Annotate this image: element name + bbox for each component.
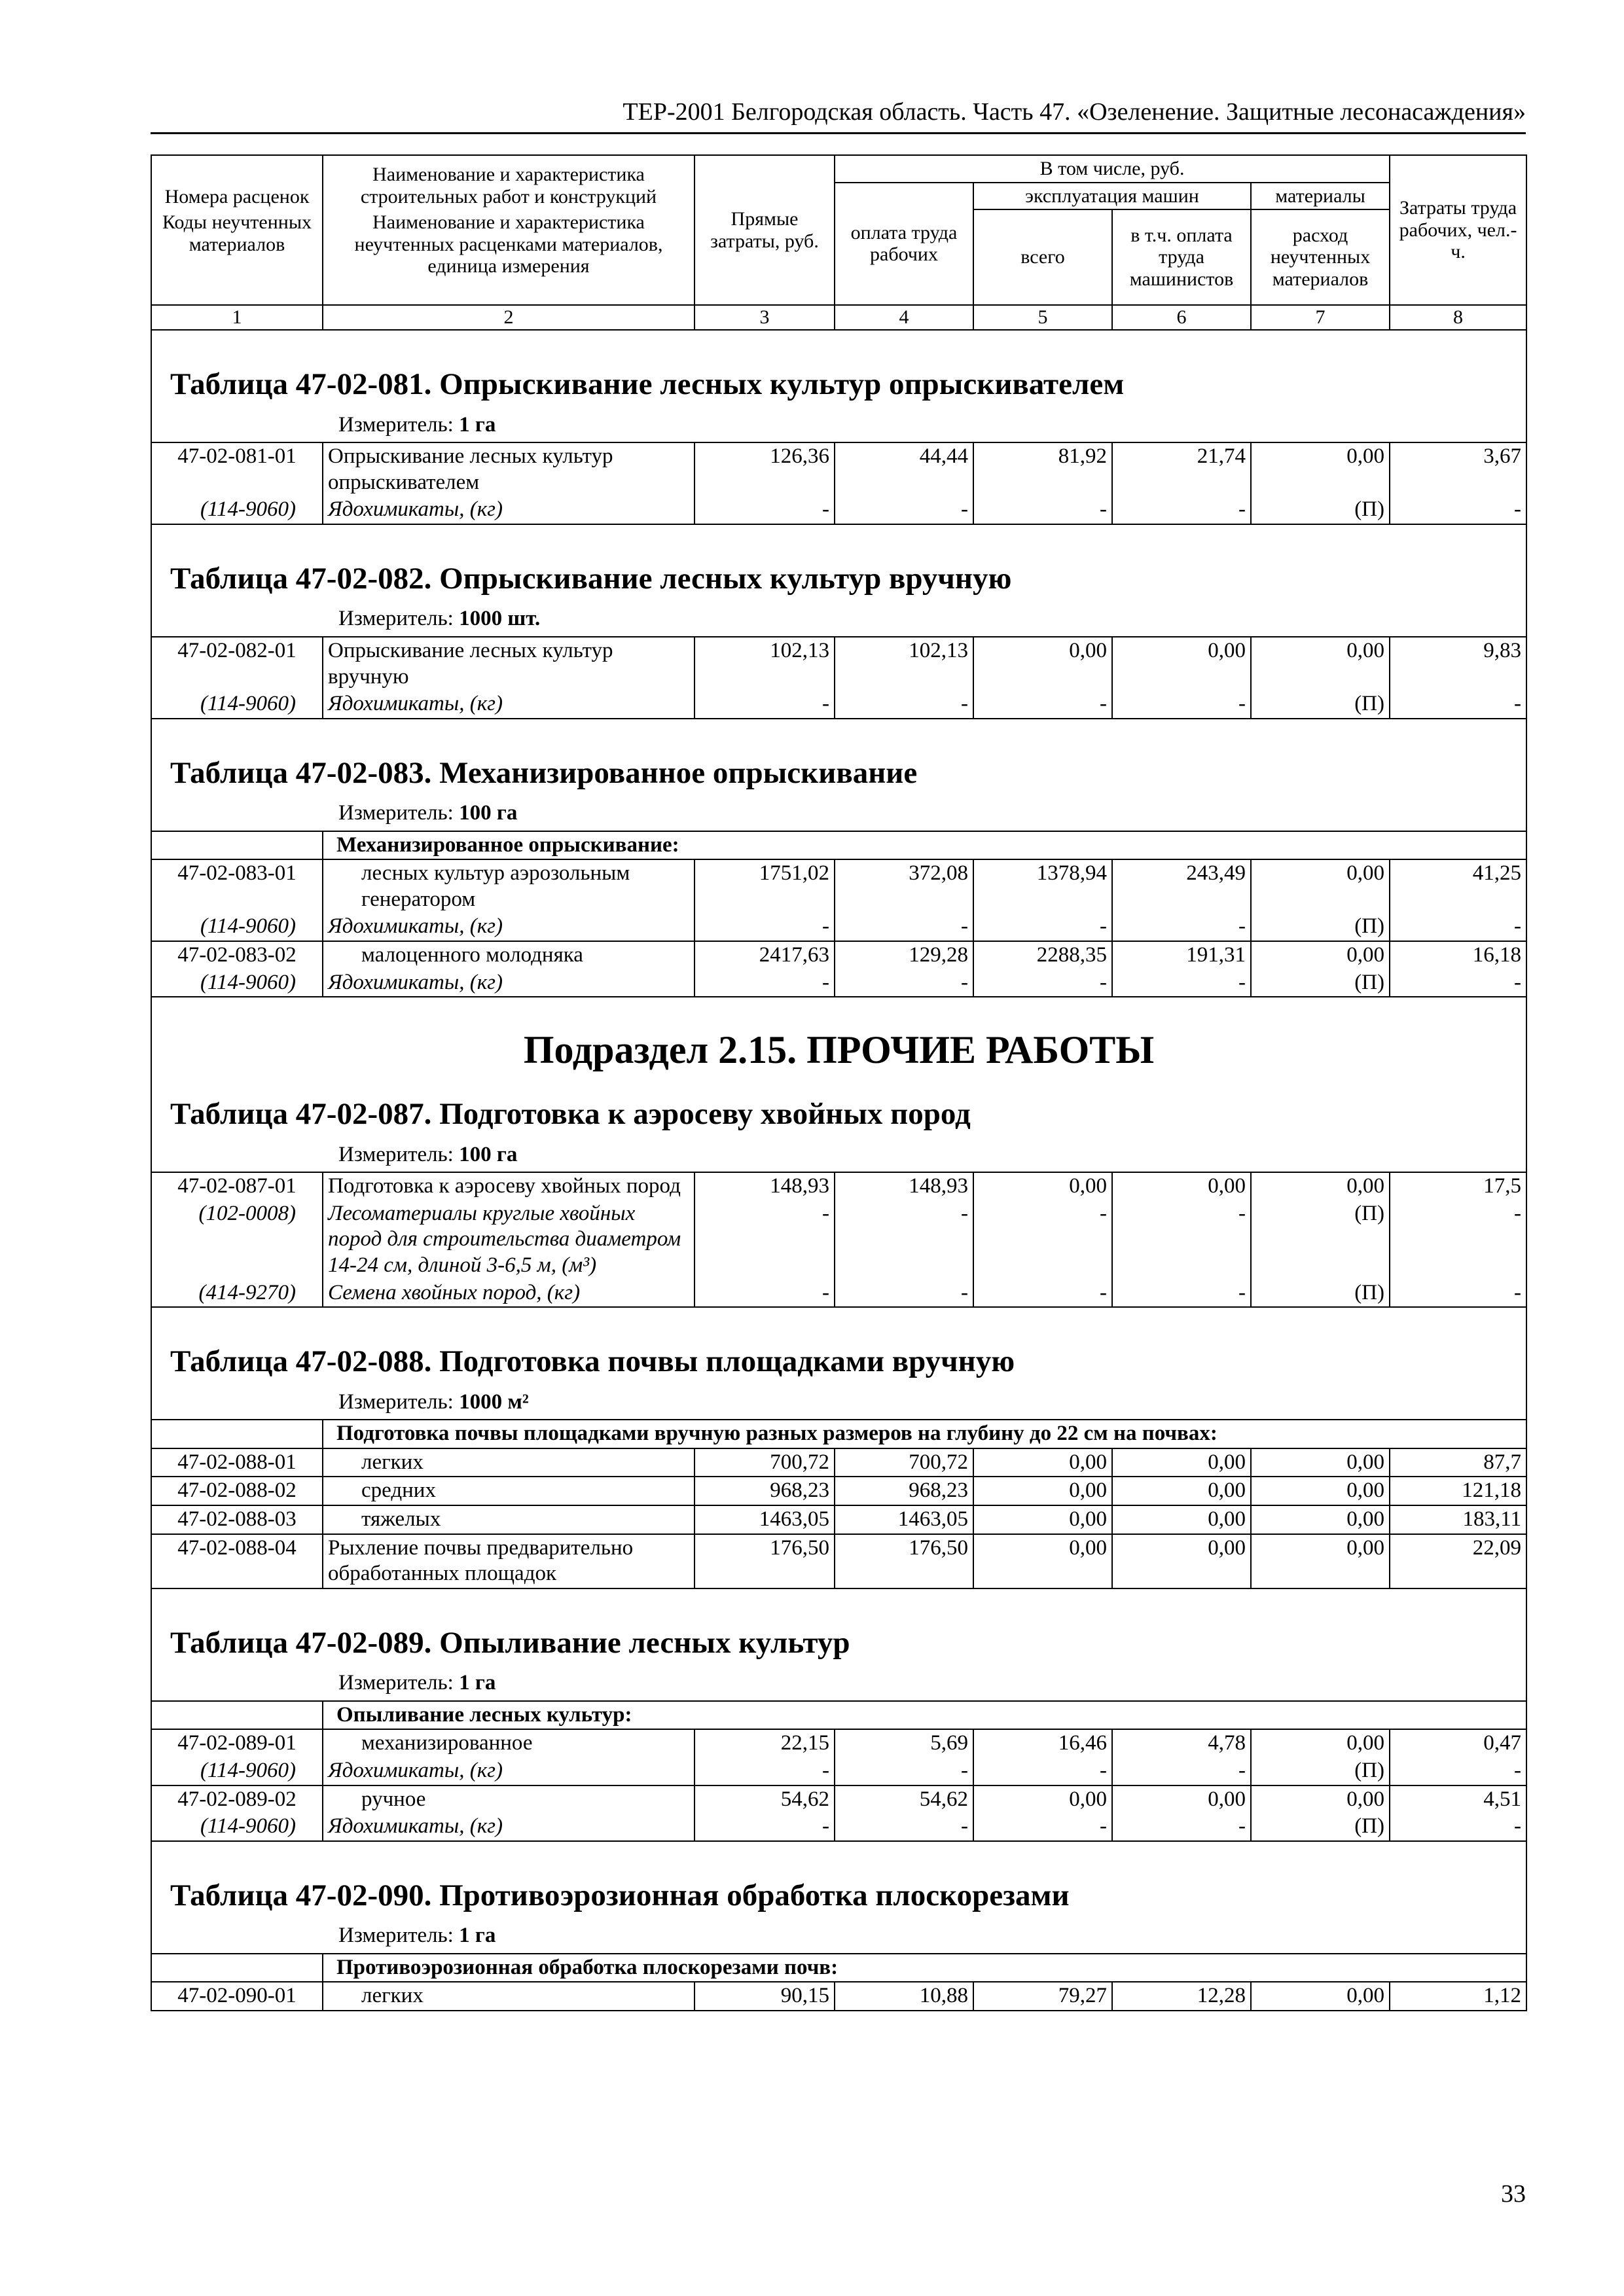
table-title: Таблица 47-02-087. Подготовка к аэросеву хвойных пород xyxy=(170,1097,971,1132)
material-labor: - xyxy=(835,1813,973,1841)
material-name: Лесоматериалы круглые хвойных пород для строительства диаметром 14-24 см, длиной 3-6,5 м, (м³) xyxy=(323,1200,695,1280)
direct-cost: 22,15 xyxy=(695,1729,835,1757)
machines-total: 0,00 xyxy=(973,1505,1112,1534)
operators-pay: 0,00 xyxy=(1112,1534,1251,1588)
materials-cost: 0,00 xyxy=(1251,1785,1390,1814)
material-hours: - xyxy=(1390,913,1526,941)
running-header: ТЕР-2001 Белгородская область. Часть 47. «Озеленение. Защитные лесонасаждения» xyxy=(151,92,1526,134)
material-direct: - xyxy=(695,913,835,941)
labor-pay: 176,50 xyxy=(835,1534,973,1588)
material-labor: - xyxy=(835,969,973,997)
labor-hours: 0,47 xyxy=(1390,1729,1526,1757)
material-row xyxy=(151,1200,1526,1280)
labor-pay: 102,13 xyxy=(835,637,973,691)
material-labor: - xyxy=(835,691,973,719)
material-code: (102-0008) xyxy=(151,1200,323,1280)
material-row xyxy=(151,691,1526,719)
table-row xyxy=(151,637,1526,691)
rate-name: Опрыскивание лесных культур опрыскивателем xyxy=(323,442,695,496)
rate-code: 47-02-089-01 xyxy=(151,1729,323,1757)
table-title: Таблица 47-02-090. Противоэрозионная обработка плоскорезами xyxy=(170,1878,1070,1912)
labor-pay: 44,44 xyxy=(835,442,973,496)
table-row xyxy=(151,1477,1526,1505)
table-meter: Измеритель: 1000 м² xyxy=(151,1390,1526,1420)
material-row xyxy=(151,496,1526,524)
column-numbers-row xyxy=(151,305,1526,330)
labor-hours: 87,7 xyxy=(1390,1448,1526,1477)
material-usage: (П) xyxy=(1251,496,1390,524)
material-hours: - xyxy=(1390,1200,1526,1280)
table-row xyxy=(151,1172,1526,1200)
material-hours: - xyxy=(1390,1813,1526,1841)
group-heading: Опыливание лесных культур: xyxy=(323,1701,1526,1730)
table-meter: Измеритель: 1000 шт. xyxy=(151,606,1526,637)
section-heading: Подраздел 2.15. ПРОЧИЕ РАБОТЫ xyxy=(523,1028,1155,1072)
rate-code: 47-02-088-03 xyxy=(151,1505,323,1534)
material-operators: - xyxy=(1112,1757,1251,1785)
material-name: Ядохимикаты, (кг) xyxy=(323,691,695,719)
material-row xyxy=(151,913,1526,941)
col-number: 7 xyxy=(1251,305,1390,330)
machines-total: 2288,35 xyxy=(973,941,1112,969)
col-header-material-codes: Коды неучтенных материалов xyxy=(151,209,323,305)
rate-name: Подготовка к аэросеву хвойных пород xyxy=(323,1172,695,1200)
operators-pay: 0,00 xyxy=(1112,637,1251,691)
table-row xyxy=(151,1448,1526,1477)
direct-cost: 90,15 xyxy=(695,1982,835,2011)
direct-cost: 102,13 xyxy=(695,637,835,691)
machines-total: 16,46 xyxy=(973,1729,1112,1757)
col-header-labor-hours: Затраты труда рабочих, чел.-ч. xyxy=(1390,155,1526,305)
col-header-operators-pay: в т.ч. оплата труда машинистов xyxy=(1112,209,1251,305)
material-code: (114-9060) xyxy=(151,691,323,719)
labor-pay: 5,69 xyxy=(835,1729,973,1757)
labor-hours: 1,12 xyxy=(1390,1982,1526,2011)
rate-name: Опрыскивание лесных культур вручную xyxy=(323,637,695,691)
table-row xyxy=(151,1729,1526,1757)
material-labor: - xyxy=(835,496,973,524)
group-spacer xyxy=(151,1701,323,1730)
material-machines: - xyxy=(973,1757,1112,1785)
material-direct: - xyxy=(695,1280,835,1308)
group-heading: Подготовка почвы площадками вручную разных размеров на глубину до 22 см на почвах: xyxy=(323,1420,1526,1448)
page-number: 33 xyxy=(1501,2180,1526,2208)
material-operators: - xyxy=(1112,496,1251,524)
direct-cost: 126,36 xyxy=(695,442,835,496)
material-machines: - xyxy=(973,913,1112,941)
materials-cost: 0,00 xyxy=(1251,1448,1390,1477)
material-code: (114-9060) xyxy=(151,496,323,524)
rate-code: 47-02-088-04 xyxy=(151,1534,323,1588)
direct-cost: 700,72 xyxy=(695,1448,835,1477)
table-row xyxy=(151,1505,1526,1534)
material-direct: - xyxy=(695,1813,835,1841)
materials-cost: 0,00 xyxy=(1251,1172,1390,1200)
operators-pay: 0,00 xyxy=(1112,1172,1251,1200)
operators-pay: 0,00 xyxy=(1112,1477,1251,1505)
machines-total: 0,00 xyxy=(973,1172,1112,1200)
labor-pay: 700,72 xyxy=(835,1448,973,1477)
material-machines: - xyxy=(973,496,1112,524)
material-code: (114-9060) xyxy=(151,1813,323,1841)
table-row xyxy=(151,941,1526,969)
material-row xyxy=(151,1757,1526,1785)
material-row xyxy=(151,1813,1526,1841)
rate-name: малоценного молодняка xyxy=(323,941,695,969)
rate-name: тяжелых xyxy=(323,1505,695,1534)
rate-code: 47-02-088-01 xyxy=(151,1448,323,1477)
material-usage: (П) xyxy=(1251,969,1390,997)
rate-code: 47-02-088-02 xyxy=(151,1477,323,1505)
material-usage: (П) xyxy=(1251,1813,1390,1841)
rate-code: 47-02-087-01 xyxy=(151,1172,323,1200)
labor-hours: 41,25 xyxy=(1390,859,1526,913)
operators-pay: 21,74 xyxy=(1112,442,1251,496)
table-title: Таблица 47-02-083. Механизированное опрыскивание xyxy=(170,755,918,790)
material-usage: (П) xyxy=(1251,1280,1390,1308)
material-labor: - xyxy=(835,1280,973,1308)
operators-pay: 0,00 xyxy=(1112,1505,1251,1534)
rates-table xyxy=(151,331,1527,2011)
table-title: Таблица 47-02-081. Опрыскивание лесных культур опрыскивателем xyxy=(170,367,1125,402)
rate-name: ручное xyxy=(323,1785,695,1814)
machines-total: 79,27 xyxy=(973,1982,1112,2011)
labor-pay: 129,28 xyxy=(835,941,973,969)
material-machines: - xyxy=(973,1813,1112,1841)
material-name: Семена хвойных пород, (кг) xyxy=(323,1280,695,1308)
rate-name: средних xyxy=(323,1477,695,1505)
table-title: Таблица 47-02-088. Подготовка почвы площадками вручную xyxy=(170,1344,1015,1379)
group-spacer xyxy=(151,1420,323,1448)
material-row xyxy=(151,1280,1526,1308)
labor-pay: 968,23 xyxy=(835,1477,973,1505)
material-code: (114-9060) xyxy=(151,913,323,941)
rate-name: легких xyxy=(323,1448,695,1477)
labor-hours: 183,11 xyxy=(1390,1505,1526,1534)
machines-total: 0,00 xyxy=(973,637,1112,691)
direct-cost: 968,23 xyxy=(695,1477,835,1505)
col-header-material-usage: расход неучтенных материалов xyxy=(1251,209,1390,305)
material-usage: (П) xyxy=(1251,913,1390,941)
table-row xyxy=(151,1982,1526,2011)
operators-pay: 0,00 xyxy=(1112,1448,1251,1477)
material-hours: - xyxy=(1390,496,1526,524)
machines-total: 0,00 xyxy=(973,1534,1112,1588)
col-number: 8 xyxy=(1390,305,1526,330)
material-code: (414-9270) xyxy=(151,1280,323,1308)
rate-name: лесных культур аэрозольным генератором xyxy=(323,859,695,913)
operators-pay: 4,78 xyxy=(1112,1729,1251,1757)
material-code: (114-9060) xyxy=(151,969,323,997)
col-header-machines: эксплуатация машин xyxy=(973,183,1251,210)
material-hours: - xyxy=(1390,969,1526,997)
table-meter: Измеритель: 1 га xyxy=(151,1923,1526,1954)
direct-cost: 148,93 xyxy=(695,1172,835,1200)
labor-pay: 1463,05 xyxy=(835,1505,973,1534)
table-row xyxy=(151,442,1526,496)
material-name: Ядохимикаты, (кг) xyxy=(323,1813,695,1841)
rate-code: 47-02-090-01 xyxy=(151,1982,323,2011)
col-header-codes: Номера расценок xyxy=(151,155,323,209)
operators-pay: 191,31 xyxy=(1112,941,1251,969)
materials-cost: 0,00 xyxy=(1251,442,1390,496)
material-machines: - xyxy=(973,969,1112,997)
col-header-materials: материалы xyxy=(1251,183,1390,210)
table-row xyxy=(151,1534,1526,1588)
labor-hours: 22,09 xyxy=(1390,1534,1526,1588)
col-header-direct: Прямые затраты, руб. xyxy=(695,155,835,305)
direct-cost: 1751,02 xyxy=(695,859,835,913)
material-name: Ядохимикаты, (кг) xyxy=(323,1757,695,1785)
materials-cost: 0,00 xyxy=(1251,941,1390,969)
labor-pay: 372,08 xyxy=(835,859,973,913)
material-direct: - xyxy=(695,969,835,997)
labor-hours: 121,18 xyxy=(1390,1477,1526,1505)
material-labor: - xyxy=(835,1757,973,1785)
operators-pay: 243,49 xyxy=(1112,859,1251,913)
direct-cost: 1463,05 xyxy=(695,1505,835,1534)
material-usage: (П) xyxy=(1251,1200,1390,1280)
table-meter: Измеритель: 1 га xyxy=(151,412,1526,443)
table-row xyxy=(151,1785,1526,1814)
material-machines: - xyxy=(973,1200,1112,1280)
col-number: 1 xyxy=(151,305,323,330)
labor-pay: 148,93 xyxy=(835,1172,973,1200)
col-number: 5 xyxy=(973,305,1112,330)
material-labor: - xyxy=(835,1200,973,1280)
rate-name: легких xyxy=(323,1982,695,2011)
material-operators: - xyxy=(1112,1813,1251,1841)
material-row xyxy=(151,969,1526,997)
col-number: 3 xyxy=(695,305,835,330)
materials-cost: 0,00 xyxy=(1251,1982,1390,2011)
material-usage: (П) xyxy=(1251,691,1390,719)
material-usage: (П) xyxy=(1251,1757,1390,1785)
document-body xyxy=(151,154,1526,2011)
material-machines: - xyxy=(973,691,1112,719)
labor-hours: 4,51 xyxy=(1390,1785,1526,1814)
col-header-material-name: Наименование и характеристика неучтенных расценками материалов, единица измерения xyxy=(323,209,695,305)
col-number: 6 xyxy=(1112,305,1251,330)
column-header-table xyxy=(151,154,1527,331)
material-operators: - xyxy=(1112,969,1251,997)
materials-cost: 0,00 xyxy=(1251,637,1390,691)
table-meter: Измеритель: 100 га xyxy=(151,800,1526,831)
col-number: 4 xyxy=(835,305,973,330)
rate-code: 47-02-089-02 xyxy=(151,1785,323,1814)
col-header-labor-pay: оплата труда рабочих xyxy=(835,183,973,306)
material-direct: - xyxy=(695,1757,835,1785)
table-row xyxy=(151,859,1526,913)
rate-code: 47-02-082-01 xyxy=(151,637,323,691)
machines-total: 0,00 xyxy=(973,1785,1112,1814)
direct-cost: 2417,63 xyxy=(695,941,835,969)
material-operators: - xyxy=(1112,1280,1251,1308)
material-operators: - xyxy=(1112,691,1251,719)
material-hours: - xyxy=(1390,691,1526,719)
operators-pay: 12,28 xyxy=(1112,1982,1251,2011)
material-name: Ядохимикаты, (кг) xyxy=(323,969,695,997)
material-name: Ядохимикаты, (кг) xyxy=(323,496,695,524)
group-spacer xyxy=(151,1954,323,1982)
material-operators: - xyxy=(1112,913,1251,941)
group-spacer xyxy=(151,831,323,860)
direct-cost: 176,50 xyxy=(695,1534,835,1588)
material-machines: - xyxy=(973,1280,1112,1308)
materials-cost: 0,00 xyxy=(1251,859,1390,913)
rate-code: 47-02-081-01 xyxy=(151,442,323,496)
table-title: Таблица 47-02-082. Опрыскивание лесных культур вручную xyxy=(170,561,1012,596)
col-header-incl: В том числе, руб. xyxy=(835,155,1390,183)
machines-total: 0,00 xyxy=(973,1477,1112,1505)
operators-pay: 0,00 xyxy=(1112,1785,1251,1814)
material-code: (114-9060) xyxy=(151,1757,323,1785)
machines-total: 1378,94 xyxy=(973,859,1112,913)
materials-cost: 0,00 xyxy=(1251,1534,1390,1588)
machines-total: 0,00 xyxy=(973,1448,1112,1477)
material-labor: - xyxy=(835,913,973,941)
col-number: 2 xyxy=(323,305,695,330)
material-operators: - xyxy=(1112,1200,1251,1280)
labor-pay: 54,62 xyxy=(835,1785,973,1814)
table-title: Таблица 47-02-089. Опыливание лесных культур xyxy=(170,1625,850,1660)
material-name: Ядохимикаты, (кг) xyxy=(323,913,695,941)
materials-cost: 0,00 xyxy=(1251,1505,1390,1534)
rate-code: 47-02-083-02 xyxy=(151,941,323,969)
rate-code: 47-02-083-01 xyxy=(151,859,323,913)
machines-total: 81,92 xyxy=(973,442,1112,496)
labor-hours: 3,67 xyxy=(1390,442,1526,496)
materials-cost: 0,00 xyxy=(1251,1729,1390,1757)
labor-hours: 16,18 xyxy=(1390,941,1526,969)
rate-name: механизированное xyxy=(323,1729,695,1757)
direct-cost: 54,62 xyxy=(695,1785,835,1814)
material-direct: - xyxy=(695,1200,835,1280)
labor-pay: 10,88 xyxy=(835,1982,973,2011)
material-hours: - xyxy=(1390,1280,1526,1308)
rate-name: Рыхление почвы предварительно обработанных площадок xyxy=(323,1534,695,1588)
table-meter: Измеритель: 100 га xyxy=(151,1142,1526,1173)
group-heading: Противоэрозионная обработка плоскорезами почв: xyxy=(323,1954,1526,1982)
group-heading: Механизированное опрыскивание: xyxy=(323,831,1526,860)
material-hours: - xyxy=(1390,1757,1526,1785)
col-header-machines-total: всего xyxy=(973,209,1112,305)
materials-cost: 0,00 xyxy=(1251,1477,1390,1505)
table-meter: Измеритель: 1 га xyxy=(151,1670,1526,1701)
material-direct: - xyxy=(695,691,835,719)
labor-hours: 17,5 xyxy=(1390,1172,1526,1200)
labor-hours: 9,83 xyxy=(1390,637,1526,691)
material-direct: - xyxy=(695,496,835,524)
col-header-name: Наименование и характеристика строительных работ и конструкций xyxy=(323,155,695,209)
